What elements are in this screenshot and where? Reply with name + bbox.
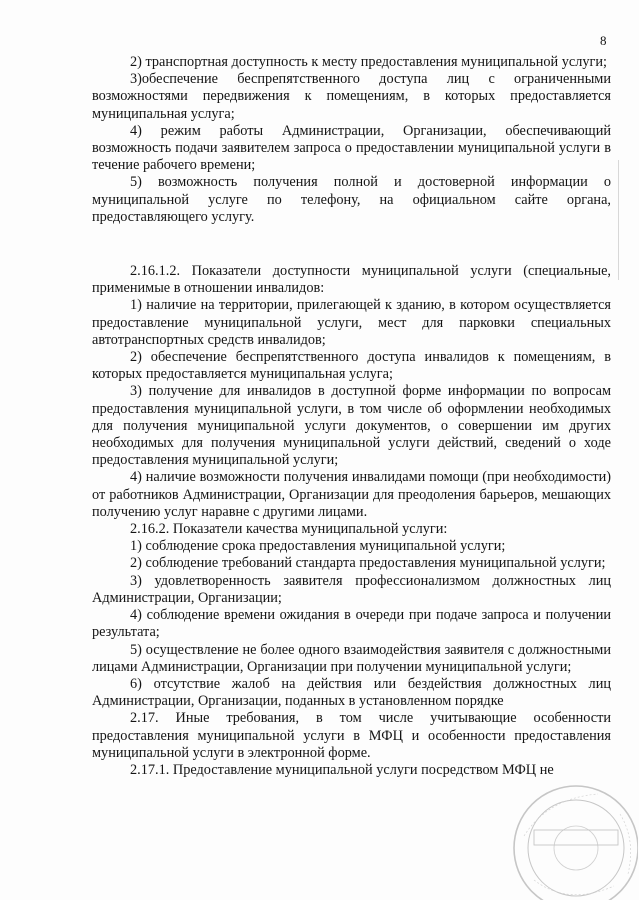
body-text [92,54,611,779]
paragraph: 1) соблюдение срока предоставления муниципальной услуги; [130,538,506,555]
paragraph: 1) наличие на территории, прилегающей к зданию, в котором осуществляется предоставление муниципальной услуги, мест для парковки специальных автотранспортных средств инвалидов; [92,297,611,348]
paragraph: 3) получение для инвалидов в доступной форме информации по вопросам предоставления муниципальной услуги, в том числе об оформлении необходимых для получения муниципальной услуги документов, о совершении им других необходимых для получения муниципальной услуги действий, сведений о ходе предоставления муниципальной услуги; [92,383,611,469]
paragraph: 2.17.1. Предоставление муниципальной услуги посредством МФЦ не [130,761,554,778]
paragraph: 4) соблюдение времени ожидания в очереди при подаче запроса и получении результата; [92,607,611,641]
paragraph: 2) обеспечение беспрепятственного доступа инвалидов к помещениям, в которых предоставляется муниципальная услуга; [92,349,611,383]
paragraph: 3)обеспечение беспрепятственного доступа лиц с ограниченными возможностями передвижения к помещениям, в которых предоставляется муниципальная услуга; [92,71,611,122]
paragraph: 4) наличие возможности получения инвалидами помощи (при необходимости) от работников Администрации, Организации для преодоления барьеров, мешающих получению услуг наравне с другими лицами. [92,469,611,520]
paragraph: 2) соблюдение требований стандарта предоставления муниципальной услуги; [130,555,606,572]
scan-edge-mark [618,160,619,280]
paragraph: 2.16.2. Показатели качества муниципальной услуги: [130,521,448,538]
page-number: 8 [600,33,607,48]
paragraph: 2) транспортная доступность к месту предоставления муниципальной услуги; [130,54,607,70]
paragraph: 2.16.1.2. Показатели доступности муниципальной услуги (специальные, применимые в отношении инвалидов: [92,263,611,297]
paragraph: 5) осуществление не более одного взаимодействия заявителя с должностными лицами Администрации, Организации при получении муниципальной услуги; [92,641,611,675]
paragraph: 3) удовлетворенность заявителя профессионализмом должностных лиц Администрации, Организации; [92,572,611,606]
paragraph: 5) возможность получения полной и достоверной информации о муниципальной услуге по телефону, на официальном сайте органа, предоставляющего услугу. [92,174,611,225]
section-gap [92,226,611,263]
paragraph: 4) режим работы Администрации, Организации, обеспечивающий возможность подачи заявителем запроса о предоставлении муниципальной услуги в течение рабочего времени; [92,122,611,174]
paragraph: 2.17. Иные требования, в том числе учитывающие особенности предоставления муниципальной услуги в МФЦ и особенности предоставления муниципальной услуги в электронной форме. [92,710,611,761]
paragraph: 6) отсутствие жалоб на действия или бездействия должностных лиц Администрации, Организации, поданных в установленном порядке [92,675,611,710]
official-seal-stamp [488,770,638,900]
